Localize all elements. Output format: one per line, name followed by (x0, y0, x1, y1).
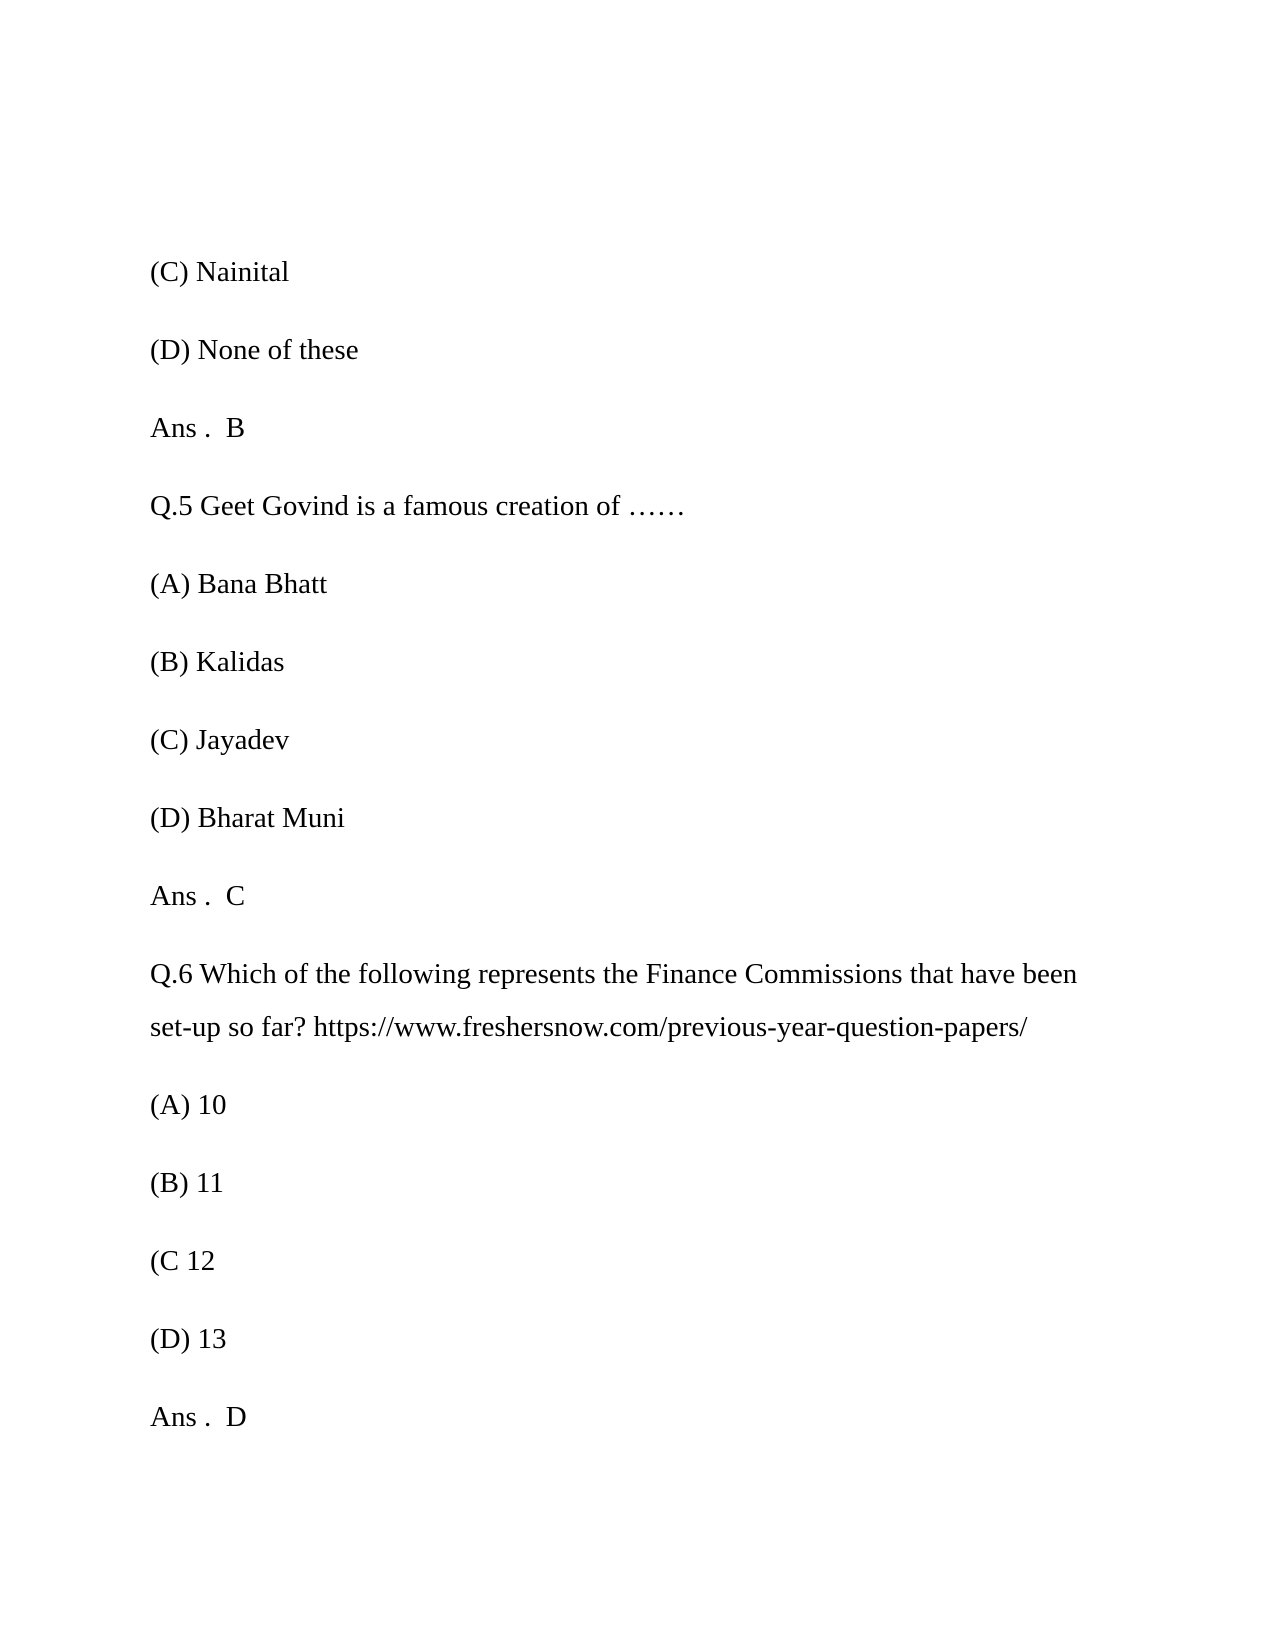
document-content (150, 246, 1100, 1469)
q6-option-d: (D) 13 (150, 1323, 227, 1355)
option-c-nainital: (C) Nainital (150, 256, 290, 288)
q5-option-b: (B) Kalidas (150, 646, 285, 678)
answer-separator (211, 412, 226, 444)
q5-option-a: (A) Bana Bhatt (150, 568, 328, 600)
answer-label: Ans . (150, 880, 212, 912)
question-6: Q.6 Which of the following represents the Finance Commissions that have been set-up so far? https://www.freshersnow.com/previous-year-question-papers/ (150, 958, 1078, 1043)
question-5: Q.5 Geet Govind is a famous creation of …… (150, 490, 686, 522)
q6-option-b: (B) 11 (150, 1167, 224, 1199)
answer-value: B (225, 412, 246, 444)
answer-separator (211, 1401, 226, 1433)
answer-value: D (225, 1401, 247, 1433)
option-d-none-of-these: (D) None of these (150, 334, 359, 366)
q5-option-d: (D) Bharat Muni (150, 802, 345, 834)
answer-q4 (150, 402, 1100, 455)
answer-label: Ans . (150, 1401, 212, 1433)
q6-option-c: (C 12 (150, 1245, 216, 1277)
q6-option-a: (A) 10 (150, 1089, 227, 1121)
answer-label: Ans . (150, 412, 212, 444)
answer-value: C (225, 880, 246, 912)
q5-option-c: (C) Jayadev (150, 724, 290, 756)
answer-q5 (150, 870, 1100, 923)
answer-q6 (150, 1391, 1100, 1444)
answer-separator (211, 880, 226, 912)
